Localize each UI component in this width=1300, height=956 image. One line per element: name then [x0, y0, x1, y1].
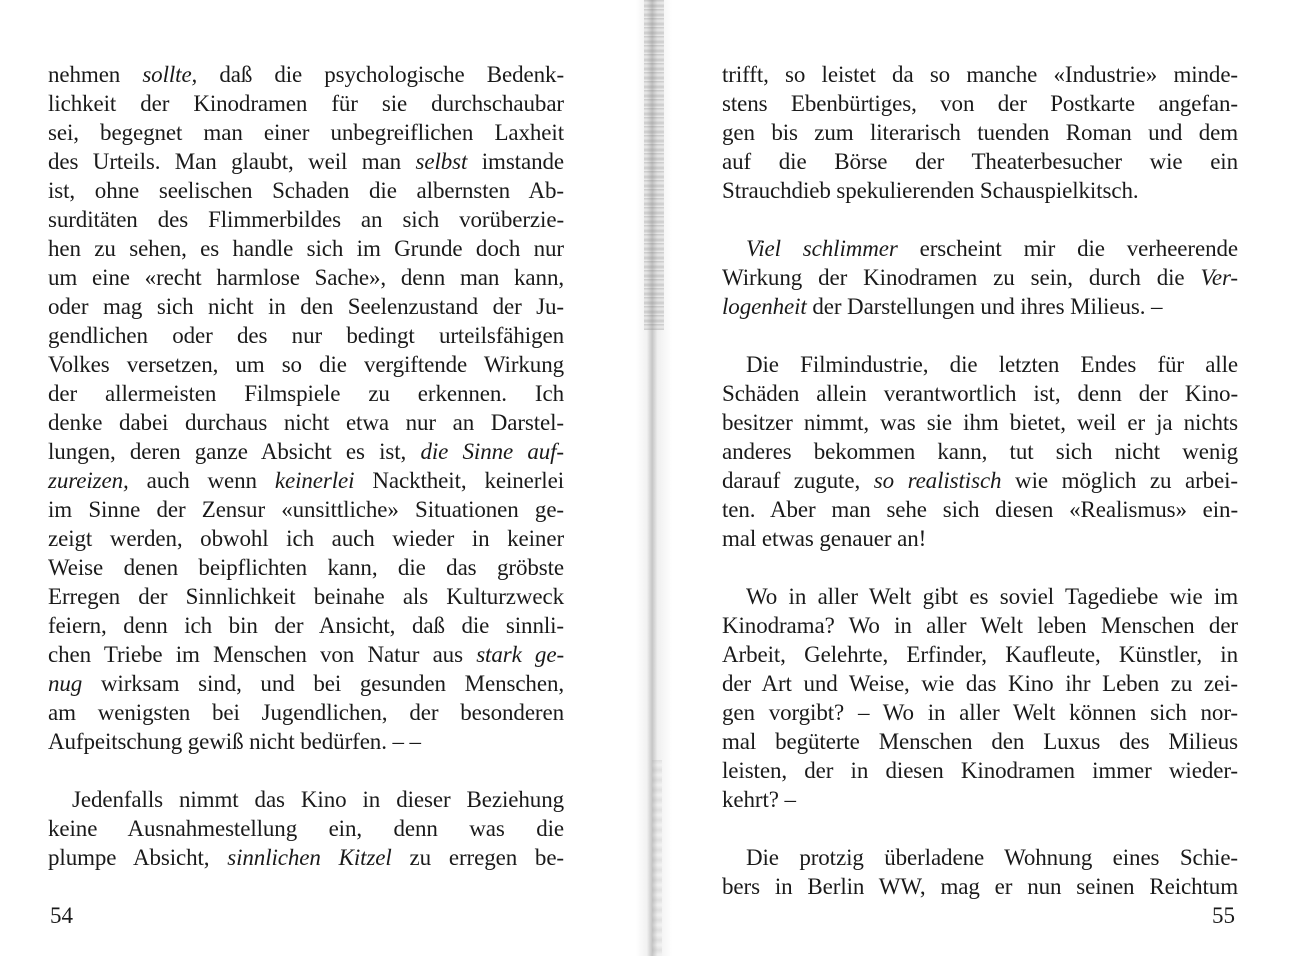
text-line: [722, 60, 1238, 89]
gutter-shadow-bottom: [652, 760, 662, 956]
text-line: [48, 321, 564, 350]
text-line: [722, 176, 1238, 205]
text-line: [48, 147, 564, 176]
text-line: [48, 350, 564, 379]
text-segment: leisten, der in diesen Kinodramen immer wieder-: [722, 758, 1238, 783]
text-segment: surditäten des Flimmerbildes an sich vorüberzie-: [48, 207, 564, 232]
text-segment: wirksam sind, und bei gesunden Menschen,: [82, 671, 564, 696]
text-segment: wie möglich zu arbei-: [1001, 468, 1238, 493]
left-page-number: 54: [50, 903, 73, 928]
text-line: [722, 698, 1238, 727]
italic-text-segment: logenheit: [722, 294, 807, 319]
text-segment: oder mag sich nicht in den Seelenzustand der Ju-: [48, 294, 564, 319]
text-line: [48, 234, 564, 263]
text-segment: um eine «recht harmlose Sache», denn man kann,: [48, 265, 564, 290]
text-segment: denke dabei durchaus nicht etwa nur an Darstel-: [48, 410, 564, 435]
text-segment: Die protzig überladene Wohnung eines Schie-: [746, 845, 1238, 870]
text-line: [48, 785, 564, 814]
italic-text-segment: zureizen,: [48, 468, 129, 493]
text-line: [48, 698, 564, 727]
text-segment: Strauchdieb spekulierenden Schauspielkitsch.: [722, 178, 1139, 203]
text-segment: bers in Berlin WW, mag er nun seinen Reichtum: [722, 874, 1238, 899]
text-line: [722, 872, 1238, 901]
text-line: [722, 147, 1238, 176]
text-segment: daß die psychologische Bedenk-: [197, 62, 565, 87]
text-line: [48, 89, 564, 118]
text-segment: im Sinne der Zensur «unsittliche» Situationen ge-: [48, 497, 564, 522]
italic-text-segment: Viel schlimmer: [746, 236, 898, 261]
text-line: [48, 495, 564, 524]
text-line: [48, 640, 564, 669]
text-line: [722, 582, 1238, 611]
text-segment: Schäden allein verantwortlich ist, denn der Kino-: [722, 381, 1238, 406]
text-segment: der Darstellungen und ihres Milieus. –: [806, 294, 1163, 319]
italic-text-segment: sinnlichen Kitzel: [227, 845, 392, 870]
text-segment: gen bis zum literarisch tuenden Roman und dem: [722, 120, 1238, 145]
paragraph: [722, 60, 1238, 205]
text-line: [722, 640, 1238, 669]
text-segment: stens Ebenbürtiges, von der Postkarte angefan-: [722, 91, 1238, 116]
italic-text-segment: sollte,: [142, 62, 198, 87]
text-line: [48, 205, 564, 234]
text-segment: lichkeit der Kinodramen für sie durchschaubar: [48, 91, 564, 116]
paragraph: [722, 582, 1238, 814]
text-segment: gen vorgibt? – Wo in aller Welt können sich nor-: [722, 700, 1238, 725]
text-segment: Die Filmindustrie, die letzten Endes für alle: [746, 352, 1238, 377]
text-line: [48, 379, 564, 408]
text-line: [722, 727, 1238, 756]
text-segment: chen Triebe im Menschen von Natur aus: [48, 642, 477, 667]
text-segment: plumpe Absicht,: [48, 845, 228, 870]
text-segment: der Art und Weise, wie das Kino ihr Leben zu zei-: [722, 671, 1238, 696]
text-line: [48, 582, 564, 611]
text-line: [48, 292, 564, 321]
text-line: [722, 843, 1238, 872]
paragraph: [722, 843, 1238, 901]
text-line: [48, 60, 564, 89]
text-segment: ten. Aber man sehe sich diesen «Realismus» ein-: [722, 497, 1238, 522]
text-line: [48, 408, 564, 437]
text-line: [722, 263, 1238, 292]
text-line: [722, 524, 1238, 553]
italic-text-segment: Ver-: [1200, 265, 1238, 290]
text-segment: Wirkung der Kinodramen zu sein, durch die: [722, 265, 1201, 290]
text-line: [48, 611, 564, 640]
text-line: [722, 611, 1238, 640]
right-page-body: [722, 60, 1238, 901]
text-line: [722, 495, 1238, 524]
text-segment: feiern, denn ich bin der Ansicht, daß die sinnli-: [48, 613, 564, 638]
text-segment: imstande: [467, 149, 564, 174]
text-segment: auf die Börse der Theaterbesucher wie ein: [722, 149, 1238, 174]
text-segment: Erregen der Sinnlichkeit beinahe als Kulturzweck: [48, 584, 564, 609]
italic-text-segment: selbst: [415, 149, 468, 174]
text-segment: nehmen: [48, 62, 143, 87]
text-segment: Volkes versetzen, um so die vergiftende Wirkung: [48, 352, 564, 377]
text-segment: keine Ausnahmestellung ein, denn was die: [48, 816, 564, 841]
text-line: [722, 118, 1238, 147]
text-line: [48, 814, 564, 843]
text-line: [48, 553, 564, 582]
text-segment: besitzer nimmt, was sie ihm bietet, weil er ja nichts: [722, 410, 1238, 435]
paragraph: [722, 234, 1238, 321]
paragraph: [48, 60, 564, 756]
text-line: [722, 785, 1238, 814]
text-segment: der allermeisten Filmspiele zu erkennen. Ich: [48, 381, 564, 406]
text-line: [722, 756, 1238, 785]
text-segment: mal etwas genauer an!: [722, 526, 927, 551]
text-segment: Nacktheit, keinerlei: [354, 468, 564, 493]
paragraph: [48, 785, 564, 872]
text-line: [722, 437, 1238, 466]
text-segment: am wenigsten bei Jugendlichen, der besonderen: [48, 700, 564, 725]
italic-text-segment: stark ge-: [476, 642, 565, 667]
text-segment: Arbeit, Gelehrte, Erfinder, Kaufleute, Künstler, in: [722, 642, 1238, 667]
text-segment: anderes bekommen kann, tut sich nicht wenig: [722, 439, 1238, 464]
text-segment: lungen, deren ganze Absicht es ist,: [48, 439, 421, 464]
text-segment: zu erregen be-: [391, 845, 564, 870]
text-segment: gendlichen oder des nur bedingt urteilsfähigen: [48, 323, 564, 348]
left-page-body: [48, 60, 564, 872]
text-segment: erscheint mir die verheerende: [897, 236, 1238, 261]
text-line: [48, 727, 564, 756]
text-segment: ist, ohne seelischen Schaden die albernsten Ab-: [48, 178, 564, 203]
text-segment: des Urteils. Man glaubt, weil man: [48, 149, 416, 174]
text-line: [722, 408, 1238, 437]
text-segment: kehrt? –: [722, 787, 796, 812]
gutter-shadow-top: [644, 0, 664, 330]
italic-text-segment: so realistisch: [873, 468, 1002, 493]
text-line: [48, 437, 564, 466]
text-line: [722, 379, 1238, 408]
text-line: [48, 669, 564, 698]
text-segment: sei, begegnet man einer unbegreiflichen Laxheit: [48, 120, 564, 145]
text-line: [722, 466, 1238, 495]
italic-text-segment: die Sinne auf-: [420, 439, 564, 464]
text-line: [48, 118, 564, 147]
text-segment: mal begüterte Menschen den Luxus des Milieus: [722, 729, 1238, 754]
paragraph: [722, 350, 1238, 553]
text-line: [722, 234, 1238, 263]
text-segment: Kinodrama? Wo in aller Welt leben Menschen der: [722, 613, 1238, 638]
text-line: [48, 524, 564, 553]
text-line: [48, 176, 564, 205]
text-segment: auch wenn: [128, 468, 275, 493]
text-segment: hen zu sehen, es handle sich im Grunde doch nur: [48, 236, 564, 261]
text-segment: trifft, so leistet da so manche «Industrie» minde-: [722, 62, 1238, 87]
text-segment: Jedenfalls nimmt das Kino in dieser Beziehung: [72, 787, 564, 812]
text-line: [722, 89, 1238, 118]
text-segment: zeigt werden, obwohl ich auch wieder in keiner: [48, 526, 564, 551]
text-segment: Aufpeitschung gewiß nicht bedürfen. – –: [48, 729, 421, 754]
text-segment: Wo in aller Welt gibt es soviel Tagediebe wie im: [746, 584, 1238, 609]
right-page-number: 55: [1212, 903, 1235, 928]
text-segment: Weise denen beipflichten kann, die das gröbste: [48, 555, 564, 580]
text-line: [722, 350, 1238, 379]
italic-text-segment: nug: [48, 671, 83, 696]
text-line: [48, 843, 564, 872]
italic-text-segment: keinerlei: [274, 468, 355, 493]
text-line: [48, 466, 564, 495]
text-line: [722, 292, 1238, 321]
text-segment: darauf zugute,: [722, 468, 874, 493]
text-line: [48, 263, 564, 292]
text-line: [722, 669, 1238, 698]
